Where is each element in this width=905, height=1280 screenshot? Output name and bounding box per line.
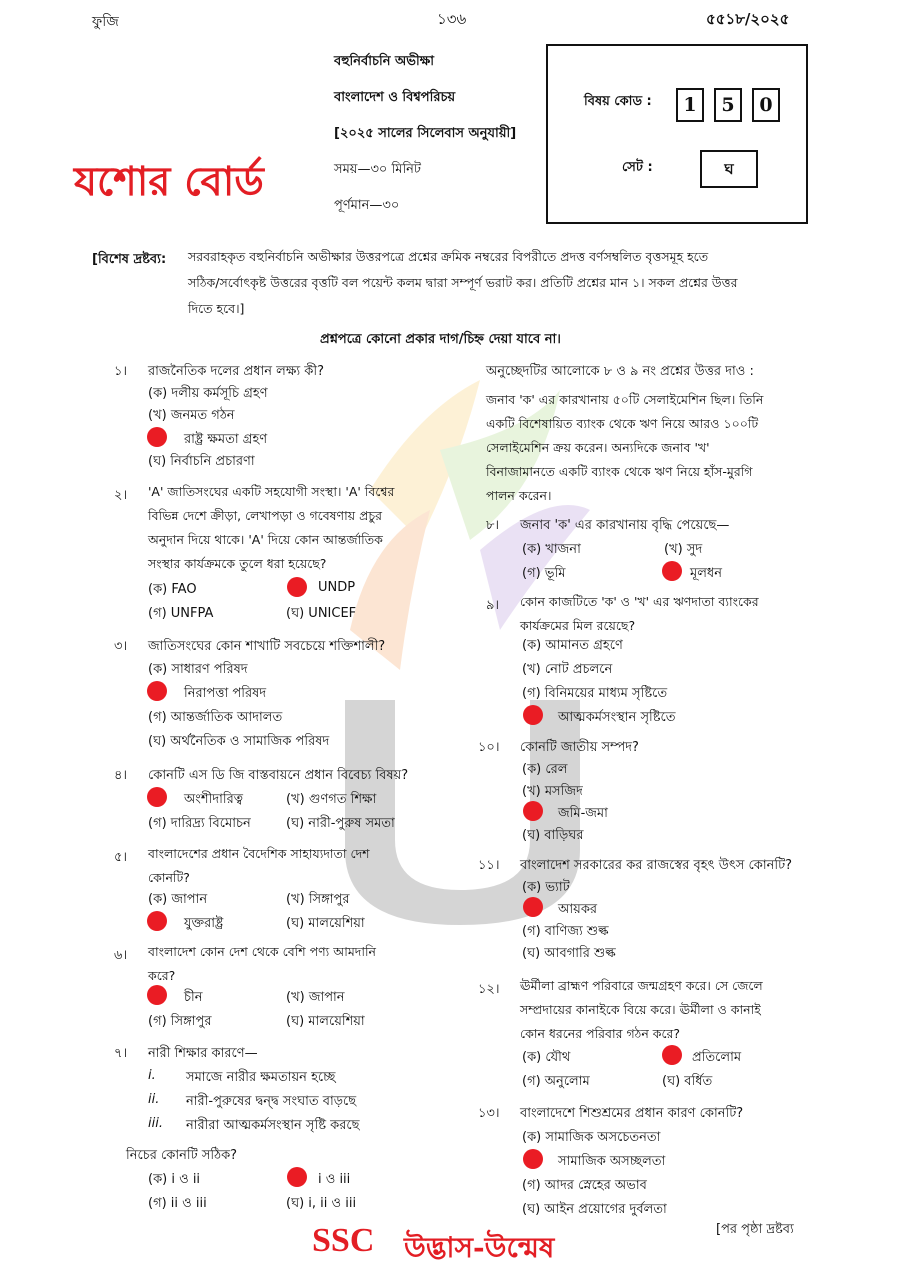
q9-option-d: আত্মকর্মসংস্থান সৃষ্টিতে	[558, 710, 676, 725]
q12-number: ১২।	[478, 982, 500, 997]
q1-option-c: রাষ্ট্র ক্ষমতা গ্রহণ	[184, 432, 268, 447]
exam-type: বহুনির্বাচনি অভীক্ষা	[334, 54, 435, 69]
instructions-notice: প্রশ্নপত্রে কোনো প্রকার দাগ/চিহ্ন দেয়া যাবে না।	[320, 332, 561, 347]
exam-time: সময়—৩০ মিনিট	[334, 162, 422, 177]
q11-text: বাংলাদেশ সরকারের কর রাজস্বের বৃহৎ উৎস কোনটি?	[520, 858, 793, 873]
q3-option-c: (গ) আন্তর্জাতিক আদালত	[148, 710, 283, 725]
passage-title: অনুচ্ছেদটির আলোকে ৮ ও ৯ নং প্রশ্নের উত্তর দাও :	[486, 364, 754, 379]
q7-roman-2: ii.	[148, 1092, 160, 1107]
code-digit: 5	[714, 88, 742, 122]
q2-text: 'A' জাতিসংঘের একটি সহযোগী সংস্থা। 'A' বিশ্বের বিভিন্ন দেশে ক্রীড়া, লেখাপড়া ও গবেষণায় প্রচুর অনুদান দিয়ে থাকে। 'A' দিয়ে কোন আন্তর্জাতিক সংস্থার কার্যক্রমকে তুলে ধরা হয়েছে?	[148, 484, 395, 571]
q1-option-d: (ঘ) নির্বাচনি প্রচারণা	[148, 454, 255, 469]
code-box	[546, 44, 808, 224]
q11-answer-bubble	[523, 897, 543, 917]
q3-answer-bubble	[147, 681, 167, 701]
q2-number: ২।	[114, 488, 128, 503]
q11-option-c: (গ) বাণিজ্য শুল্ক	[522, 924, 609, 939]
q9-answer-bubble	[523, 705, 543, 725]
q7-number: ৭।	[114, 1046, 128, 1061]
q1-text: রাজনৈতিক দলের প্রধান লক্ষ্য কী?	[148, 364, 324, 379]
q7-roman-3: iii.	[148, 1116, 163, 1131]
q9-number: ৯।	[486, 598, 500, 613]
q2-option-d: (ঘ) UNICEF	[286, 606, 357, 621]
subject-code-cells	[676, 80, 780, 124]
q11-number: ১১।	[478, 858, 500, 873]
q4-text: কোনটি এস ডি জি বাস্তবায়নে প্রধান বিবেচ্য বিষয়?	[148, 768, 409, 783]
q2-option-c: (গ) UNFPA	[148, 606, 214, 621]
q3-option-a: (ক) সাধারণ পরিষদ	[148, 662, 248, 677]
q3-number: ৩।	[114, 639, 128, 654]
q6-option-a: চীন	[184, 990, 203, 1005]
set-value: ঘ	[700, 150, 758, 188]
q2-answer-bubble	[287, 577, 307, 597]
q12-option-c: (গ) অনুলোম	[522, 1074, 590, 1089]
q4-option-a: অংশীদারিত্ব	[184, 792, 243, 807]
q8-text: জনাব 'ক' এর কারখানায় বৃদ্ধি পেয়েছে—	[520, 518, 730, 533]
paper-code: ৫৫১৮/২০২৫	[706, 10, 790, 28]
q6-option-d: (ঘ) মালয়েশিয়া	[286, 1014, 365, 1029]
q4-option-c: (গ) দারিদ্র্য বিমোচন	[148, 816, 251, 831]
q1-option-b: (খ) জনমত গঠন	[148, 408, 235, 423]
exam-syllabus: [২০২৫ সালের সিলেবাস অনুযায়ী]	[334, 126, 517, 141]
q5-option-a: (ক) জাপান	[148, 892, 208, 907]
q13-option-c: (গ) আদর স্নেহের অভাব	[522, 1178, 647, 1193]
q4-option-b: (খ) গুণগত শিক্ষা	[286, 792, 377, 807]
q13-option-d: (ঘ) আইন প্রয়োগের দুর্বলতা	[522, 1202, 667, 1217]
q7-option-d: (ঘ) i, ii ও iii	[286, 1196, 357, 1211]
q7-option-b: i ও iii	[318, 1172, 351, 1187]
q8-option-c: (গ) ভূমি	[522, 566, 566, 581]
header-left: ফুজি	[92, 14, 119, 30]
q6-answer-bubble	[147, 985, 167, 1005]
q13-option-a: (ক) সামাজিক অসচেতনতা	[522, 1130, 661, 1145]
subject-code-label: বিষয় কোড :	[584, 94, 652, 109]
q13-option-b: সামাজিক অসচ্ছলতা	[558, 1154, 666, 1169]
exam-subject: বাংলাদেশ ও বিশ্বপরিচয়	[334, 90, 456, 105]
q3-option-b: নিরাপত্তা পরিষদ	[184, 686, 267, 701]
q6-text: বাংলাদেশ কোন দেশ থেকে বেশি পণ্য আমদানি করে?	[148, 944, 377, 983]
q1-number: ১।	[114, 364, 128, 379]
code-digit: 0	[752, 88, 780, 122]
q8-number: ৮।	[486, 518, 500, 533]
q6-option-c: (গ) সিঙ্গাপুর	[148, 1014, 212, 1029]
q7-roman-1: i.	[148, 1068, 156, 1083]
q5-text: বাংলাদেশের প্রধান বৈদেশিক সাহায্যদাতা দেশ কোনটি?	[148, 846, 370, 885]
q5-option-b: (খ) সিঙ্গাপুর	[286, 892, 350, 907]
q7-statement-2: নারী-পুরুষের দ্বন্দ্ব সংঘাত বাড়ছে	[186, 1094, 357, 1109]
set-label: সেট :	[622, 160, 653, 175]
page-number: ১৩৬	[437, 10, 467, 28]
exam-marks: পূর্ণমান—৩০	[334, 198, 400, 213]
q3-text: জাতিসংঘের কোন শাখাটি সবচেয়ে শক্তিশালী?	[148, 639, 386, 654]
q5-answer-bubble	[147, 911, 167, 931]
q11-option-a: (ক) ভ্যাট	[522, 880, 570, 895]
q8-answer-bubble	[662, 561, 682, 581]
q7-which: নিচের কোনটি সঠিক?	[126, 1148, 238, 1163]
q4-answer-bubble	[147, 787, 167, 807]
footer-brand-latin: SSC	[312, 1222, 375, 1259]
q5-option-d: (ঘ) মালয়েশিয়া	[286, 916, 365, 931]
q10-option-b: (খ) মসজিদ	[522, 784, 583, 799]
q9-option-a: (ক) আমানত গ্রহণে	[522, 638, 623, 653]
q9-option-c: (গ) বিনিময়ের মাধ্যম সৃষ্টিতে	[522, 686, 668, 701]
instructions-text: সরবরাহকৃত বহুনির্বাচনি অভীক্ষার উত্তরপত্রে প্রশ্নের ক্রমিক নম্বরের বিপরীতে প্রদত্ত বর্ণসম্বলিত বৃত্তসমূহ হতে সঠিক/সর্বোৎকৃষ্ট উত্তরের বৃত্তটি বল পয়েন্ট কলম দ্বারা সম্পূর্ণ ভরাট কর। প্রতিটি প্রশ্নের মান ১। সকল প্রশ্নের উত্তর দিতে হবে।]	[188, 249, 738, 316]
q7-statement-1: সমাজে নারীর ক্ষমতায়ন হচ্ছে	[186, 1070, 336, 1085]
q7-answer-bubble	[287, 1167, 307, 1187]
q3-option-d: (ঘ) অর্থনৈতিক ও সামাজিক পরিষদ	[148, 734, 330, 749]
q11-option-d: (ঘ) আবগারি শুল্ক	[522, 946, 616, 961]
q8-option-d: মূলধন	[690, 566, 722, 581]
board-title: যশোর বোর্ড	[74, 158, 264, 205]
q10-text: কোনটি জাতীয় সম্পদ?	[520, 740, 639, 755]
footer-brand-bangla: উদ্ভাস-উন্মেষ	[404, 1231, 555, 1264]
q7-option-c: (গ) ii ও iii	[148, 1196, 207, 1211]
q13-number: ১৩।	[478, 1106, 500, 1121]
q7-text: নারী শিক্ষার কারণে—	[148, 1046, 258, 1061]
q8-option-b: (খ) সুদ	[664, 542, 703, 557]
q2-option-a: (ক) FAO	[148, 582, 197, 597]
q9-text: কোন কাজটিতে 'ক' ও 'খ' এর ঋণদাতা ব্যাংকের কার্যক্রমের মিল রয়েছে?	[520, 594, 759, 633]
q12-answer-bubble	[662, 1045, 682, 1065]
q10-option-c: জমি-জমা	[558, 806, 608, 821]
passage-text: জনাব 'ক' এর কারখানায় ৫০টি সেলাইমেশিন ছিল। তিনি একটি বিশেষায়িত ব্যাংক থেকে ঋণ নিয়ে আরও ১০০টি সেলাইমেশিন ক্রয় করেন। অন্যদিকে জনাব 'খ' বিনাজামানতে একটি ব্যাংক থেকে ঋণ নিয়ে হাঁস-মুরগি পালন করেন।	[486, 392, 764, 503]
q12-text: ঊর্মীলা ব্রাহ্মণ পরিবারে জন্মগ্রহণ করে। সে জেলে সম্প্রদায়ের কানাইকে বিয়ে করে। ঊর্মীলা ও কানাই কোন ধরনের পরিবার গঠন করে?	[520, 978, 763, 1041]
q6-option-b: (খ) জাপান	[286, 990, 345, 1005]
q10-answer-bubble	[523, 801, 543, 821]
q11-option-b: আয়কর	[558, 902, 598, 917]
q5-option-c: যুক্তরাষ্ট্র	[184, 916, 224, 931]
q10-option-d: (ঘ) বাড়িঘর	[522, 828, 584, 843]
q12-option-b: প্রতিলোম	[692, 1050, 742, 1065]
q4-number: ৪।	[114, 768, 128, 783]
q12-option-d: (ঘ) বর্ধিত	[662, 1074, 713, 1089]
q8-option-a: (ক) খাজনা	[522, 542, 581, 557]
q13-answer-bubble	[523, 1149, 543, 1169]
q2-option-b: UNDP	[318, 580, 356, 595]
q10-option-a: (ক) রেল	[522, 762, 568, 777]
instructions-label: [বিশেষ দ্রষ্টব্য:	[92, 252, 167, 267]
q7-statement-3: নারীরা আত্মকর্মসংস্থান সৃষ্টি করছে	[186, 1118, 360, 1133]
q1-answer-bubble	[147, 427, 167, 447]
q9-option-b: (খ) নোট প্রচলনে	[522, 662, 613, 677]
q6-number: ৬।	[114, 948, 128, 963]
next-page-note: [পর পৃষ্ঠা দ্রষ্টব্য	[716, 1222, 794, 1237]
q7-option-a: (ক) i ও ii	[148, 1172, 201, 1187]
q12-option-a: (ক) যৌথ	[522, 1050, 571, 1065]
q1-option-a: (ক) দলীয় কর্মসূচি গ্রহণ	[148, 386, 268, 401]
q10-number: ১০।	[478, 740, 500, 755]
q13-text: বাংলাদেশে শিশুশ্রমের প্রধান কারণ কোনটি?	[520, 1106, 744, 1121]
code-digit: 1	[676, 88, 704, 122]
q4-option-d: (ঘ) নারী-পুরুষ সমতা	[286, 816, 395, 831]
q5-number: ৫।	[114, 850, 128, 865]
